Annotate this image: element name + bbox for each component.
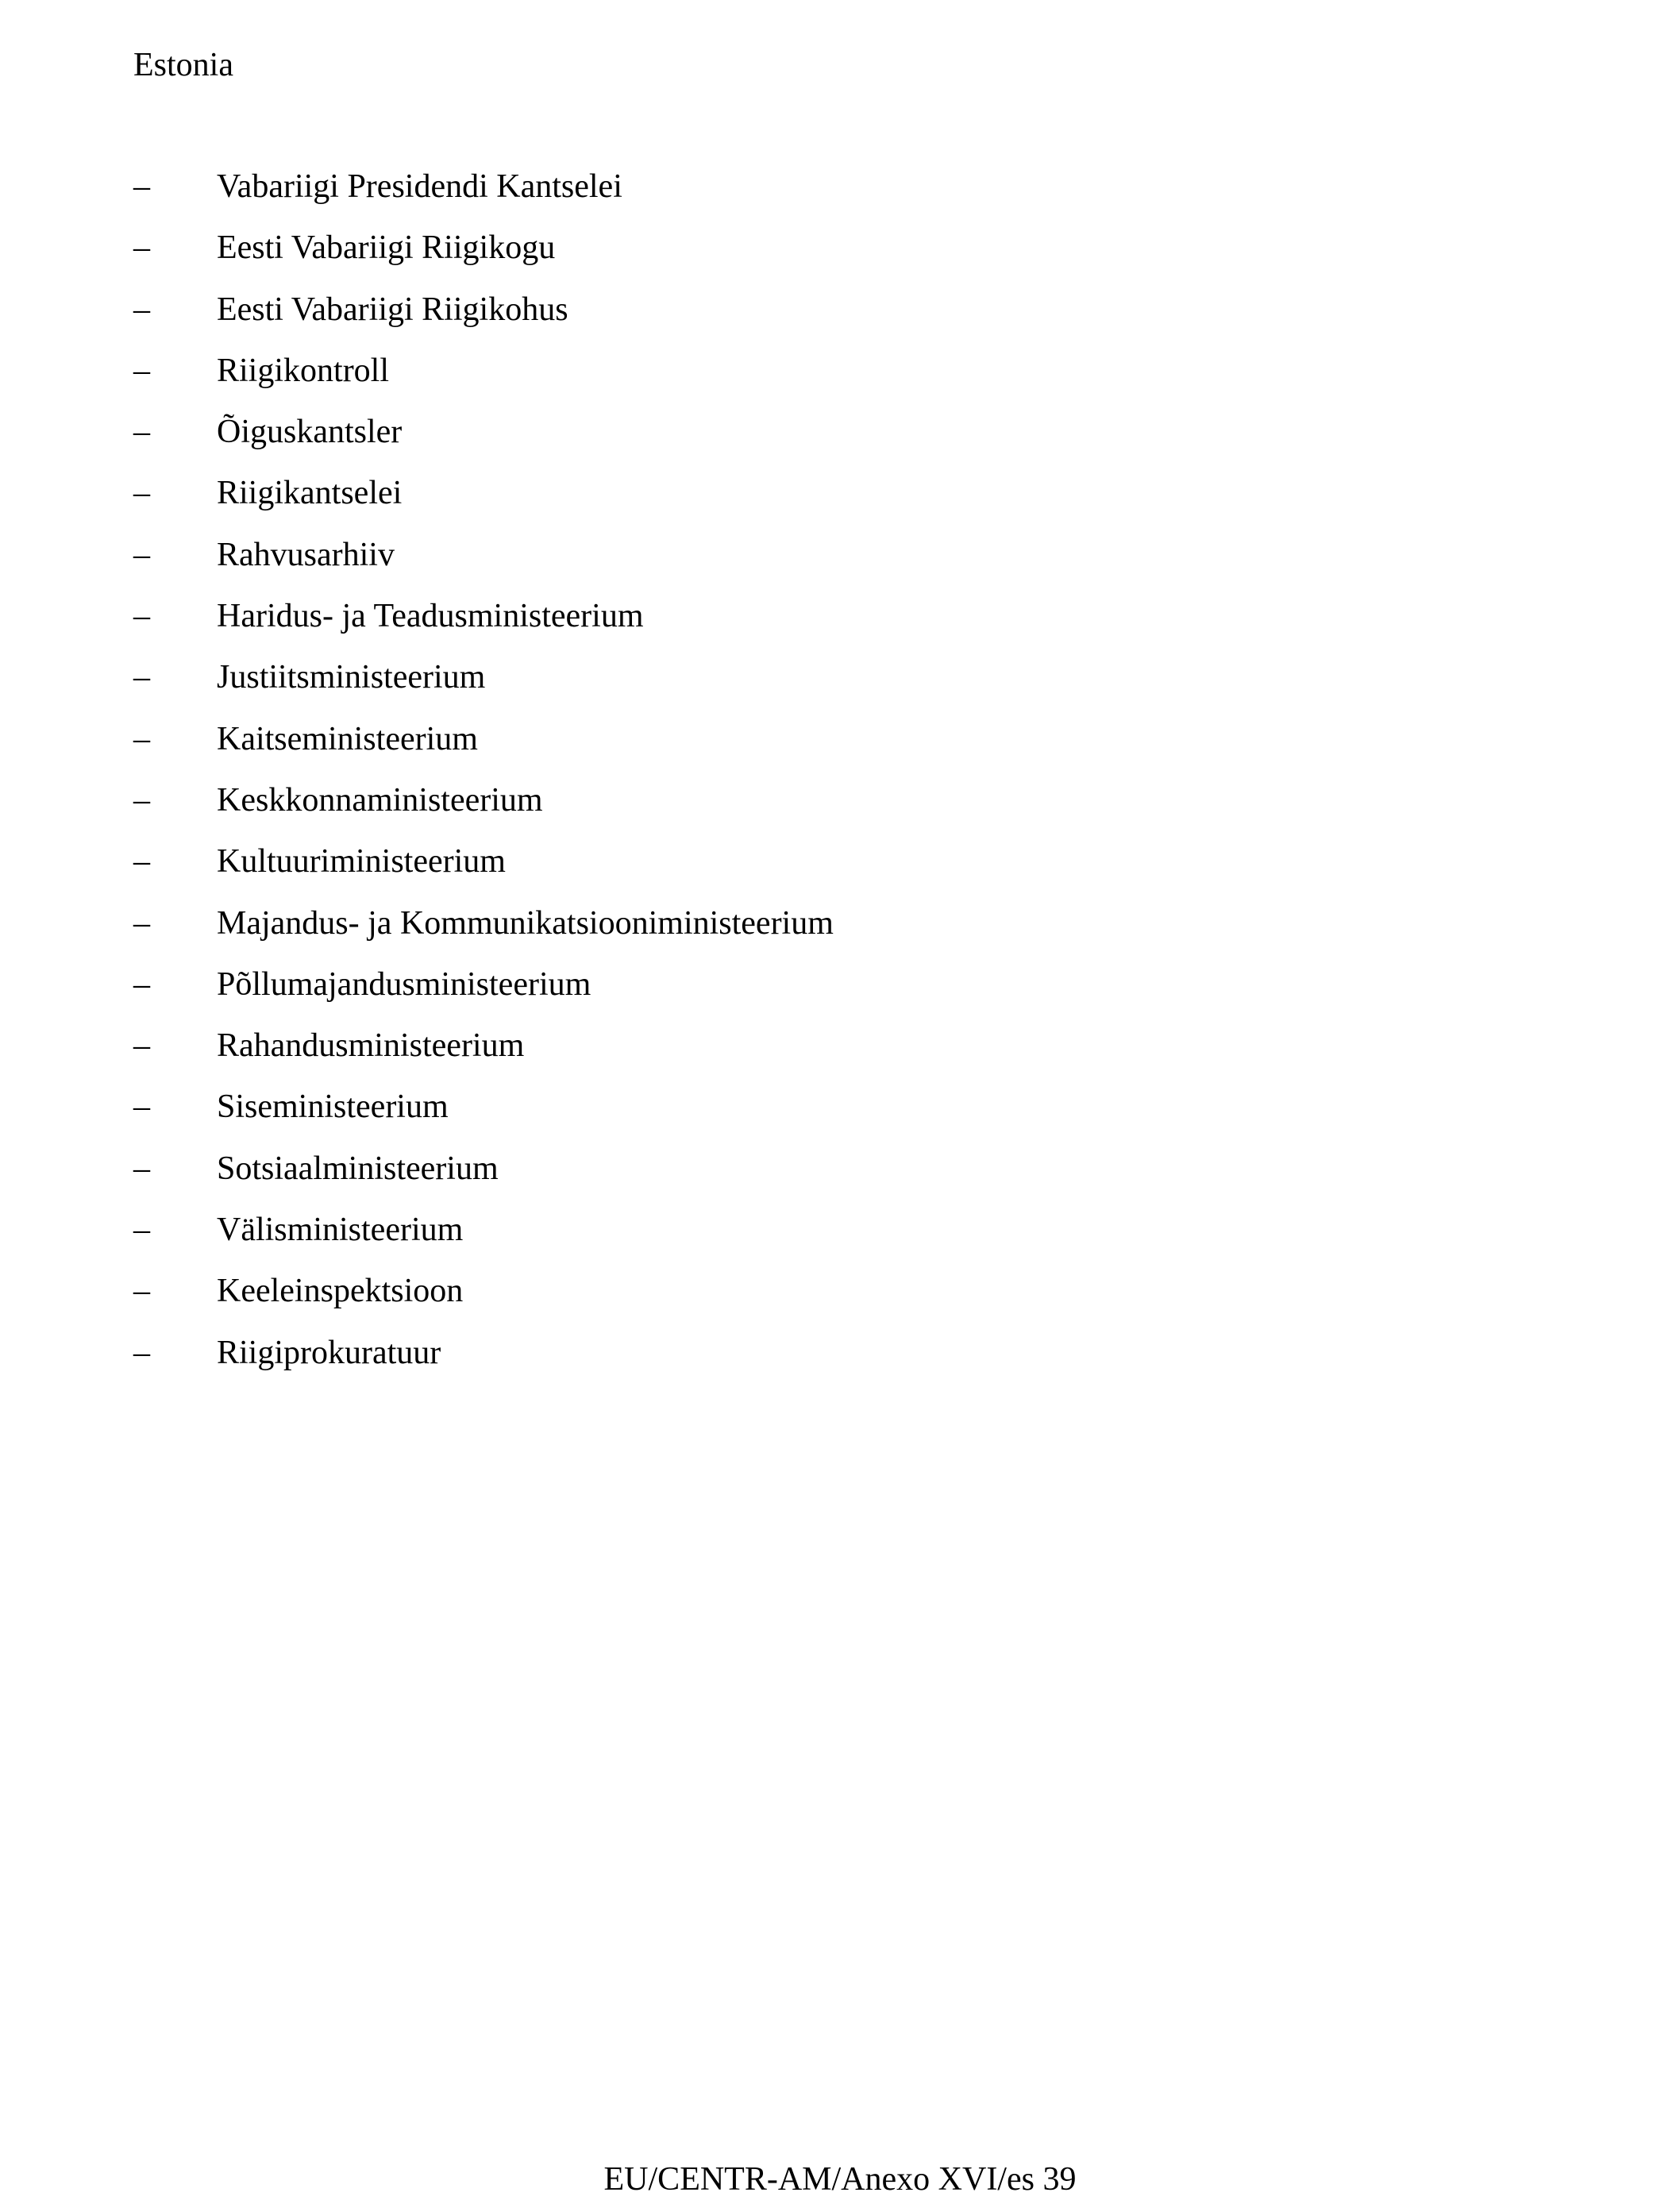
dash-bullet: –: [133, 659, 150, 696]
dash-bullet: –: [133, 536, 150, 573]
dash-bullet: –: [133, 291, 150, 328]
dash-bullet: –: [133, 168, 150, 205]
list-item-text: Kultuuriministeerium: [217, 843, 506, 880]
list-item-text: Õiguskantsler: [217, 414, 403, 451]
list-item-text: Majandus- ja Kommunikatsiooniministeerium: [217, 904, 834, 942]
dash-bullet: –: [133, 414, 150, 451]
list-item-text: Eesti Vabariigi Riigikogu: [217, 229, 556, 267]
dash-bullet: –: [133, 1273, 150, 1310]
list-item-text: Riigikontroll: [217, 352, 390, 389]
page-footer: EU/CENTR-AM/Anexo XVI/es 39: [603, 2161, 1077, 2198]
dash-bullet: –: [133, 352, 150, 389]
dash-bullet: –: [133, 781, 150, 819]
dash-bullet: –: [133, 598, 150, 635]
dash-bullet: –: [133, 1089, 150, 1126]
list-item-text: Kaitseministeerium: [217, 720, 478, 757]
list-item-text: Keeleinspektsioon: [217, 1273, 464, 1310]
list-item-text: Riigikantselei: [217, 475, 403, 512]
dash-bullet: –: [133, 1334, 150, 1371]
dash-bullet: –: [133, 843, 150, 880]
dash-bullet: –: [133, 904, 150, 942]
page-title: Estonia: [133, 47, 233, 83]
list-item-text: Rahvusarhiiv: [217, 536, 395, 573]
list-item-text: Justiitsministeerium: [217, 659, 486, 696]
list-item-text: Keskkonnaministeerium: [217, 781, 543, 819]
dash-bullet: –: [133, 720, 150, 757]
list-item-text: Haridus- ja Teadusministeerium: [217, 598, 644, 635]
list-item-text: Põllumajandusministeerium: [217, 965, 591, 1003]
dash-bullet: –: [133, 965, 150, 1003]
list-item-text: Riigiprokuratuur: [217, 1334, 441, 1371]
dash-bullet: –: [133, 1027, 150, 1065]
list-item-text: Rahandusministeerium: [217, 1027, 525, 1065]
list-item-text: Siseministeerium: [217, 1089, 449, 1126]
list-item-text: Eesti Vabariigi Riigikohus: [217, 291, 568, 328]
list-item-text: Välisministeerium: [217, 1212, 464, 1249]
dash-bullet: –: [133, 1150, 150, 1187]
dash-bullet: –: [133, 229, 150, 267]
list-item-text: Vabariigi Presidendi Kantselei: [217, 168, 622, 205]
dash-bullet: –: [133, 475, 150, 512]
list-item-text: Sotsiaalministeerium: [217, 1150, 499, 1187]
dash-bullet: –: [133, 1212, 150, 1249]
